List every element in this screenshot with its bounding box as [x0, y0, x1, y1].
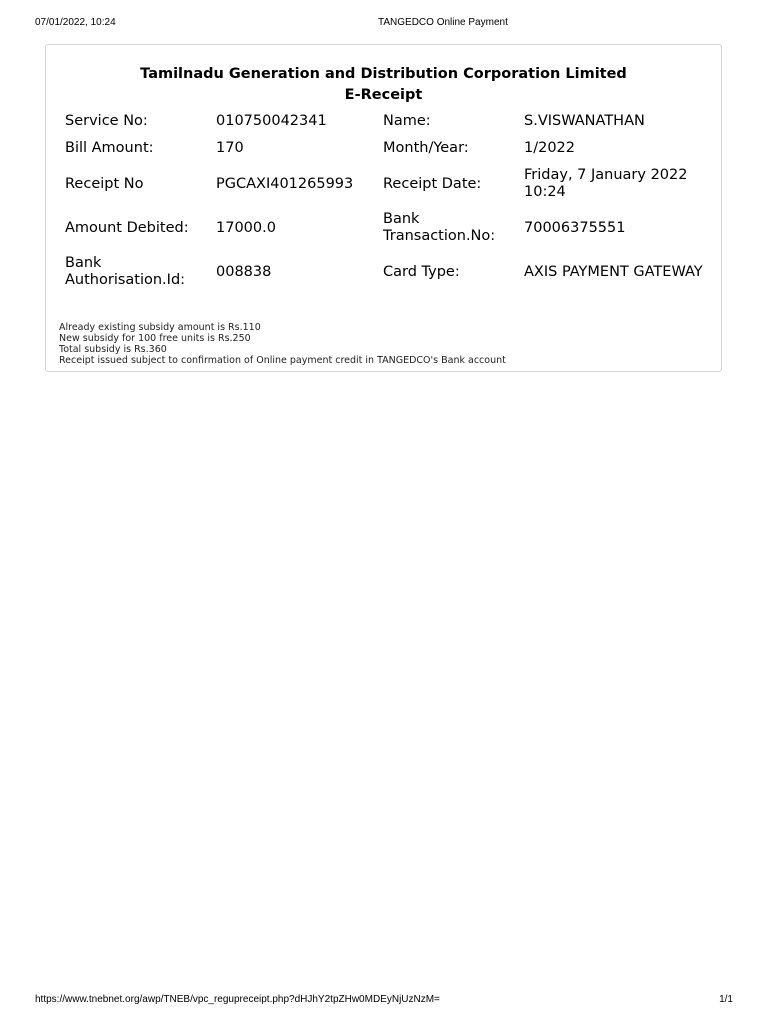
receipt-date-label: Receipt Date:	[383, 176, 482, 192]
note-line: New subsidy for 100 free units is Rs.250	[59, 333, 251, 344]
print-footer	[0, 994, 768, 1008]
receipt-date-value	[524, 167, 714, 201]
bank-transaction-label-line2: Transaction.No:	[383, 228, 496, 244]
print-page-title: TANGEDCO Online Payment	[378, 17, 508, 28]
bank-transaction-value: 70006375551	[524, 220, 626, 236]
bill-amount-value: 170	[216, 140, 244, 156]
bank-transaction-label-line1: Bank	[383, 211, 420, 227]
receipt-no-value: PGCAXI401265993	[216, 176, 354, 192]
card-type-label: Card Type:	[383, 264, 460, 280]
e-receipt-card	[45, 44, 722, 372]
receipt-date-line1: Friday, 7 January 2022	[524, 167, 688, 183]
amount-debited-label: Amount Debited:	[65, 220, 189, 236]
name-label: Name:	[383, 113, 431, 129]
receipt-no-label: Receipt No	[65, 176, 144, 192]
note-line: Receipt issued subject to confirmation of Online payment credit in TANGEDCO's Bank account	[59, 355, 506, 366]
name-value: S.VISWANATHAN	[524, 113, 645, 129]
bank-authorisation-label-line1: Bank	[65, 255, 102, 271]
print-page-number: 1/1	[719, 994, 733, 1005]
amount-debited-value: 17000.0	[216, 220, 276, 236]
receipt-title: E-Receipt	[344, 87, 423, 103]
note-line: Total subsidy is Rs.360	[59, 344, 167, 355]
month-year-value: 1/2022	[524, 140, 576, 156]
receipt-date-line2: 10:24	[524, 184, 566, 200]
receipt-notes	[59, 322, 506, 366]
card-type-value: AXIS PAYMENT GATEWAY	[524, 264, 703, 280]
bank-authorisation-value: 008838	[216, 264, 272, 280]
bill-amount-label: Bill Amount:	[65, 140, 154, 156]
bank-authorisation-label-line2: Authorisation.Id:	[65, 272, 186, 288]
note-line: Already existing subsidy amount is Rs.110	[59, 322, 261, 333]
service-no-label: Service No:	[65, 113, 148, 129]
print-datetime: 07/01/2022, 10:24	[35, 17, 116, 28]
bank-transaction-label	[383, 211, 513, 245]
print-header	[0, 17, 768, 31]
print-url: https://www.tnebnet.org/awp/TNEB/vpc_regupreceipt.php?dHJhY2tpZHw0MDEyNjUzNzM=	[35, 994, 440, 1005]
bank-authorisation-label	[65, 255, 195, 289]
service-no-value: 010750042341	[216, 113, 327, 129]
organization-name: Tamilnadu Generation and Distribution Corporation Limited	[140, 66, 627, 82]
month-year-label: Month/Year:	[383, 140, 469, 156]
